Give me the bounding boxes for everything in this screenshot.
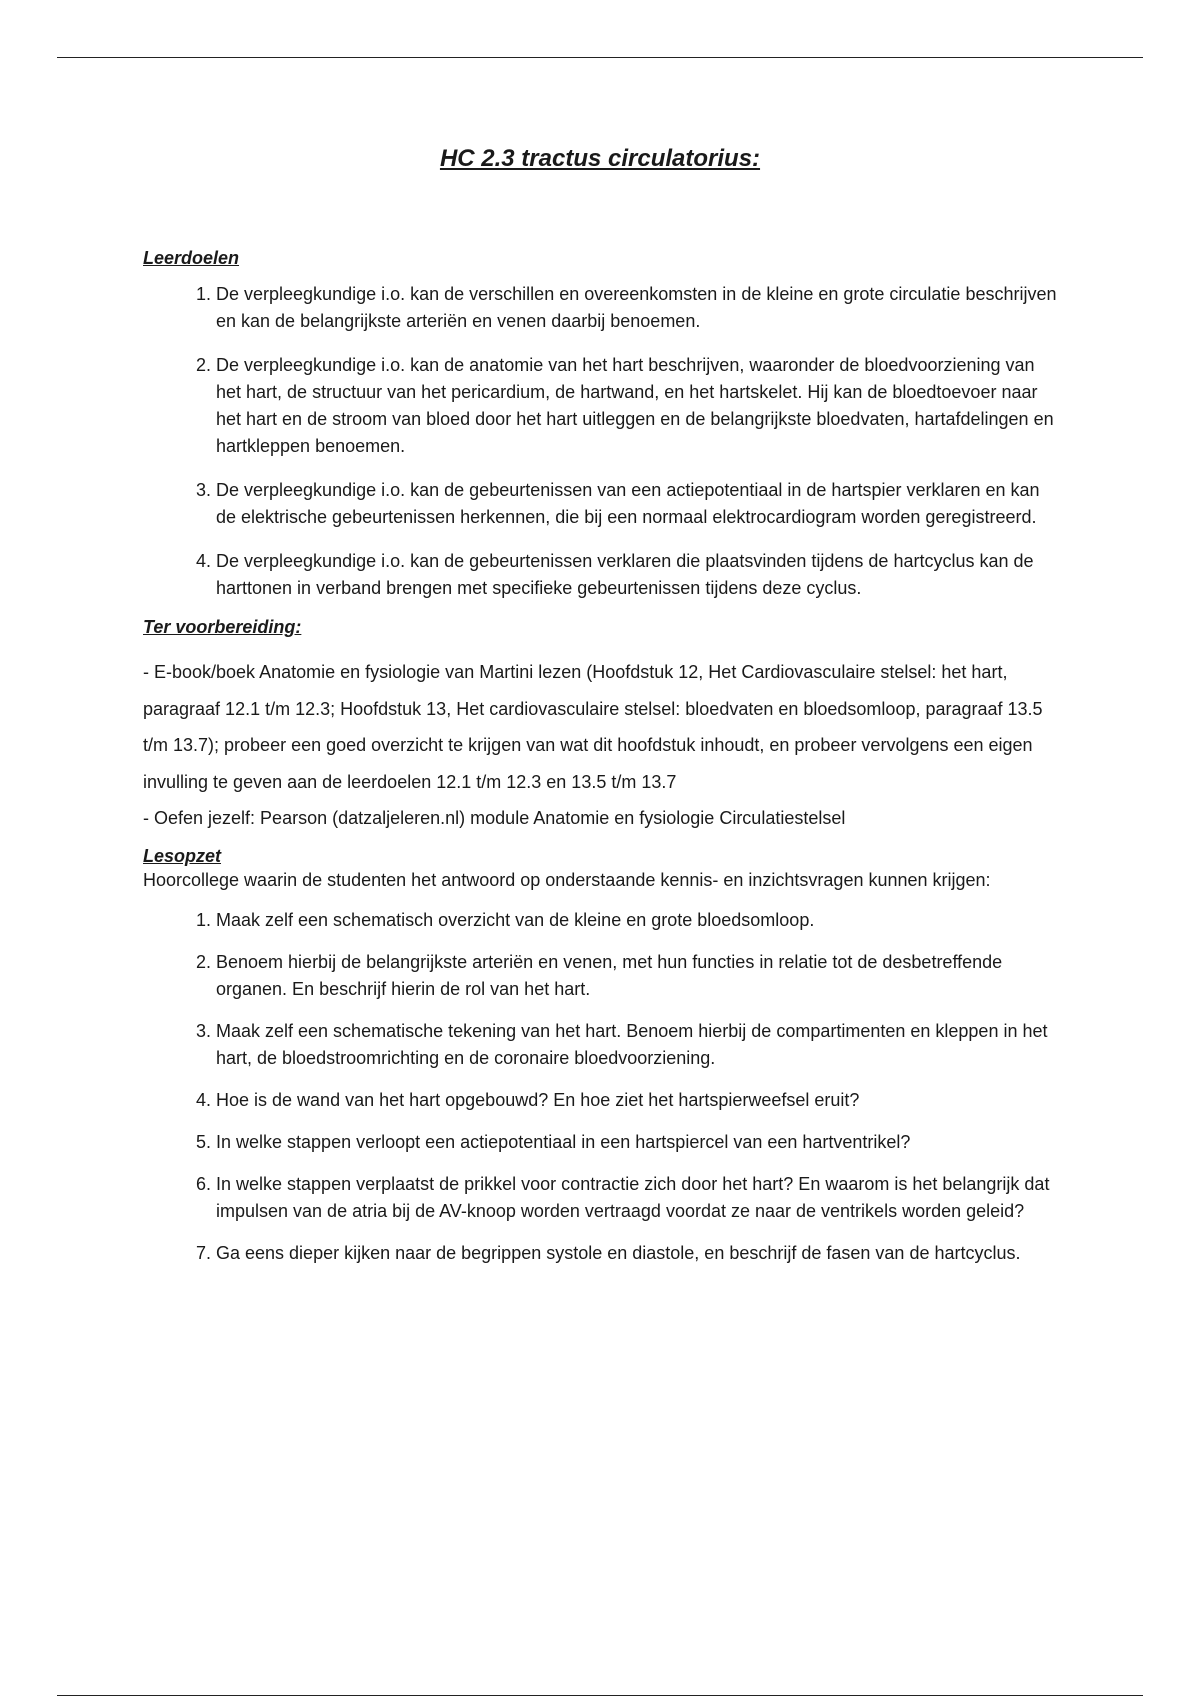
list-item: 3. Maak zelf een schematische tekening van het hart. Benoem hierbij de compartimenten en kleppen in het hart, de bloedstroomrichting en de coronaire bloedvoorziening. — [216, 1018, 1063, 1072]
voorbereiding-paragraph: - E-book/boek Anatomie en fysiologie van Martini lezen (Hoofdstuk 12, Het Cardiovasculaire stelsel: het hart, paragraaf 12.1 t/m 12.3; Hoofdstuk 13, Het cardiovasculaire stelsel: bloedvaten en bloedsomloop, paragraaf 13.5 t/m 13.7); probeer een goed overzicht te krijgen van wat dit hoofdstuk inhoudt, en probeer vervolgens een eigen invulling te geven aan de leerdoelen 12.1 t/m 12.3 en 13.5 t/m 13.7 — [143, 662, 1043, 792]
list-item: 4. Hoe is de wand van het hart opgebouwd? En hoe ziet het hartspierweefsel eruit? — [216, 1087, 1063, 1114]
lesopzet-heading: Lesopzet — [143, 845, 222, 866]
list-item: 4. De verpleegkundige i.o. kan de gebeurtenissen verklaren die plaatsvinden tijdens de hartcyclus kan de harttonen in verband brengen met specifieke gebeurtenissen tijdens deze cyclus. — [216, 548, 1063, 602]
leerdoelen-heading: Leerdoelen — [143, 248, 240, 268]
list-item: 6. In welke stappen verplaatst de prikkel voor contractie zich door het hart? En waarom is het belangrijk dat impulsen van de atria bij de AV-knoop worden vertraagd voordat ze naar de ventrikels worden geleid? — [216, 1171, 1063, 1225]
voorbereiding-paragraph: - Oefen jezelf: Pearson (datzaljeleren.nl) module Anatomie en fysiologie Circulatiestelsel — [143, 808, 846, 828]
document-body — [143, 245, 1063, 1282]
leerdoelen-list — [143, 281, 1063, 602]
document-title: HC 2.3 tractus circulatorius: — [439, 145, 761, 172]
list-item: 1. De verpleegkundige i.o. kan de verschillen en overeenkomsten in de kleine en grote circulatie beschrijven en kan de belangrijkste arteriën en venen daarbij benoemen. — [216, 281, 1063, 335]
top-rule — [57, 57, 1143, 58]
voorbereiding-heading: Ter voorbereiding: — [143, 617, 302, 637]
list-item: 7. Ga eens dieper kijken naar de begrippen systole en diastole, en beschrijf de fasen van de hartcyclus. — [216, 1240, 1063, 1267]
list-item: 3. De verpleegkundige i.o. kan de gebeurtenissen van een actiepotentiaal in de hartspier verklaren en kan de elektrische gebeurtenissen herkennen, die bij een normaal elektrocardiogram worden geregistreerd. — [216, 477, 1063, 531]
list-item: 1. Maak zelf een schematisch overzicht van de kleine en grote bloedsomloop. — [216, 907, 1063, 934]
lesopzet-intro: Hoorcollege waarin de studenten het antwoord op onderstaande kennis- en inzichtsvragen kunnen krijgen: — [143, 869, 991, 890]
list-item: 2. Benoem hierbij de belangrijkste arteriën en venen, met hun functies in relatie tot de desbetreffende organen. En beschrijf hierin de rol van het hart. — [216, 949, 1063, 1003]
lesopzet-list — [143, 907, 1063, 1267]
list-item: 2. De verpleegkundige i.o. kan de anatomie van het hart beschrijven, waaronder de bloedvoorziening van het hart, de structuur van het pericardium, de hartwand, en het hartskelet. Hij kan de bloedtoevoer naar het hart en de stroom van bloed door het hart uitleggen en de belangrijkste bloedvaten, hartafdelingen en hartkleppen benoemen. — [216, 352, 1063, 460]
bottom-rule — [57, 1695, 1143, 1696]
list-item: 5. In welke stappen verloopt een actiepotentiaal in een hartspiercel van een hartventrikel? — [216, 1129, 1063, 1156]
voorbereiding-section — [143, 654, 1063, 837]
